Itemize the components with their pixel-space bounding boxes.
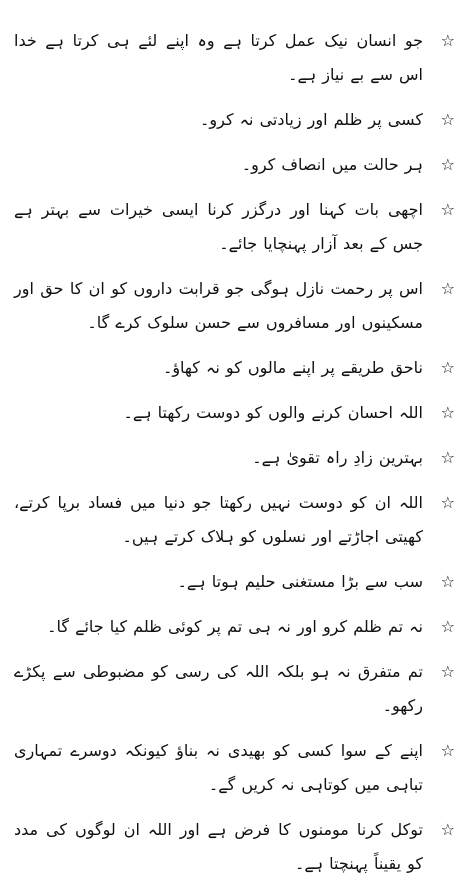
saying-text: نہ تم ظلم کرو اور نہ ہی تم پر کوئی ظلم کیا جائے گا۔ [47,617,423,636]
star-bullet-icon: ☆ [440,31,455,50]
star-bullet-icon: ☆ [440,448,455,467]
saying-item [14,813,455,881]
saying-item [14,396,455,430]
saying-text: ہر حالت میں انصاف کرو۔ [241,155,423,174]
saying-item [14,272,455,340]
saying-item [14,610,455,644]
star-bullet-icon: ☆ [440,662,455,681]
saying-item [14,565,455,599]
saying-text: کسی پر ظلم اور زیادتی نہ کرو۔ [200,110,423,129]
saying-text: اللہ ان کو دوست نہیں رکھتا جو دنیا میں فساد برپا کرتے، کھیتی اجاڑتے اور نسلوں کو ہلاک کرتے ہیں۔ [14,493,423,546]
saying-text: اچھی بات کہنا اور درگزر کرنا ایسی خیرات سے بہتر ہے جس کے بعد آزار پہنچایا جائے۔ [14,200,423,253]
saying-item [14,655,455,723]
saying-item [14,351,455,385]
saying-item [14,441,455,475]
star-bullet-icon: ☆ [440,493,455,512]
saying-text: ناحق طریقے پر اپنے مالوں کو نہ کھاؤ۔ [162,358,423,377]
star-bullet-icon: ☆ [440,572,455,591]
saying-text: سب سے بڑا مستغنی حلیم ہوتا ہے۔ [177,572,423,591]
saying-item [14,148,455,182]
star-bullet-icon: ☆ [440,279,455,298]
saying-item [14,103,455,137]
star-bullet-icon: ☆ [440,403,455,422]
saying-text: جو انسان نیک عمل کرتا ہے وہ اپنے لئے ہی کرتا ہے خدا اس سے بے نیاز ہے۔ [14,31,423,84]
saying-item [14,486,455,554]
saying-text: اس پر رحمت نازل ہوگی جو قرابت داروں کو ان کا حق اور مسکینوں اور مسافروں سے حسن سلوک کرے گا۔ [14,279,423,332]
star-bullet-icon: ☆ [440,358,455,377]
saying-text: بہترین زادِ راہ تقویٰ ہے۔ [252,448,423,467]
star-bullet-icon: ☆ [440,110,455,129]
star-bullet-icon: ☆ [440,200,455,219]
saying-text: اپنے کے سوا کسی کو بھیدی نہ بناؤ کیونکہ دوسرے تمہاری تباہی میں کوتاہی نہ کریں گے۔ [14,741,423,794]
saying-item [14,193,455,261]
star-bullet-icon: ☆ [440,617,455,636]
saying-text: توکل کرنا مومنوں کا فرض ہے اور اللہ ان لوگوں کی مدد کو یقیناً پہنچتا ہے۔ [14,820,423,873]
saying-text: اللہ احسان کرنے والوں کو دوست رکھتا ہے۔ [123,403,423,422]
saying-item [14,734,455,802]
saying-text: تم متفرق نہ ہو بلکہ اللہ کی رسی کو مضبوطی سے پکڑے رکھو۔ [14,662,423,715]
star-bullet-icon: ☆ [440,820,455,839]
saying-item [14,24,455,92]
star-bullet-icon: ☆ [440,155,455,174]
star-bullet-icon: ☆ [440,741,455,760]
